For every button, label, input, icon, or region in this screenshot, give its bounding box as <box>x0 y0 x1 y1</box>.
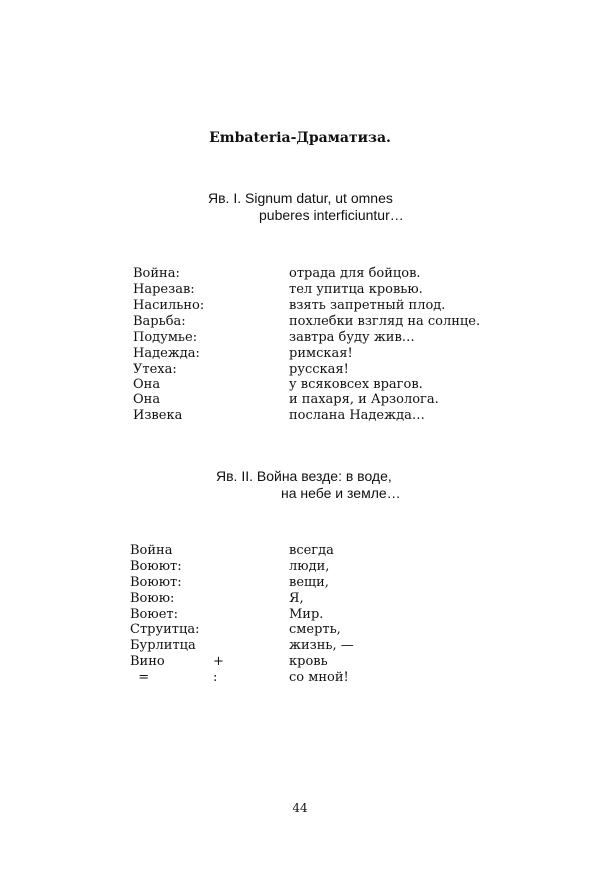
speaker: Бурлитца <box>130 638 196 653</box>
page-title: Embateria-Драматиза. <box>209 130 391 146</box>
scene1-row <box>0 266 600 282</box>
speaker: Воюют: <box>130 559 182 574</box>
line-text: смерть, <box>289 622 341 637</box>
line-text: завтра буду жив… <box>289 330 415 345</box>
scene1-row <box>0 298 600 314</box>
line-text: жизнь, — <box>289 638 354 653</box>
line-text: отрада для бойцов. <box>289 266 421 281</box>
speaker: = <box>130 670 150 685</box>
speaker: Война: <box>133 266 180 281</box>
operator: + <box>213 654 224 669</box>
operator: : <box>213 670 218 685</box>
scene1-row <box>0 362 600 378</box>
scene2-row <box>0 591 600 607</box>
scene2-row <box>0 638 600 654</box>
line-text: со мной! <box>289 670 349 685</box>
scene2-row <box>0 559 600 575</box>
line-text: русская! <box>289 362 349 377</box>
scene2-row <box>0 607 600 623</box>
speaker: Извека <box>133 408 183 423</box>
scene1-row <box>0 377 600 393</box>
speaker: Она <box>133 392 161 407</box>
speaker: Воюю: <box>130 591 175 606</box>
line-text: Я, <box>289 591 304 606</box>
scene1-row <box>0 408 600 424</box>
scene1-row <box>0 330 600 346</box>
speaker: Струитца: <box>130 622 200 637</box>
scene2-row <box>0 670 600 686</box>
line-text: Мир. <box>289 607 324 622</box>
line-text: тел упитца кровью. <box>289 282 423 297</box>
speaker: Утеха: <box>133 362 177 377</box>
line-text: римская! <box>289 346 353 361</box>
line-text: взять запретный плод. <box>289 298 446 313</box>
scene2-heading <box>216 468 401 502</box>
page-number: 44 <box>292 801 308 815</box>
scene2-row <box>0 622 600 638</box>
line-text: послана Надежда… <box>289 408 425 423</box>
speaker: Надежда: <box>133 346 200 361</box>
scene1-heading <box>208 190 404 224</box>
speaker: Война <box>130 543 173 558</box>
speaker: Воюют: <box>130 575 182 590</box>
speaker: Подумье: <box>133 330 198 345</box>
scene2-row <box>0 654 600 670</box>
scene1-row <box>0 314 600 330</box>
speaker: Она <box>133 377 161 392</box>
line-text: и пахаря, и Арзолога. <box>289 392 439 407</box>
scene2-heading-line1: Яв. II. Война везде: в воде, <box>216 468 392 484</box>
scene2-row <box>0 543 600 559</box>
speaker: Вино <box>130 654 165 669</box>
line-text: кровь <box>289 654 328 669</box>
speaker: Варьба: <box>133 314 186 329</box>
scene1-row <box>0 392 600 408</box>
scene2-row <box>0 575 600 591</box>
scene1-row <box>0 346 600 362</box>
scene1-heading-line1: Яв. I. Signum datur, ut omnes <box>208 190 393 206</box>
speaker: Нарезав: <box>133 282 195 297</box>
scene1-row <box>0 282 600 298</box>
line-text: всегда <box>289 543 334 558</box>
line-text: люди, <box>289 559 330 574</box>
line-text: похлебки взгляд на солнце. <box>289 314 481 329</box>
scene2-heading-line2: на небе и земле… <box>281 485 401 501</box>
speaker: Воюет: <box>130 607 178 622</box>
speaker: Насильно: <box>133 298 205 313</box>
scene1-heading-line2: puberes interficiuntur… <box>259 207 404 223</box>
line-text: у всяковсех врагов. <box>289 377 423 392</box>
line-text: вещи, <box>289 575 329 590</box>
